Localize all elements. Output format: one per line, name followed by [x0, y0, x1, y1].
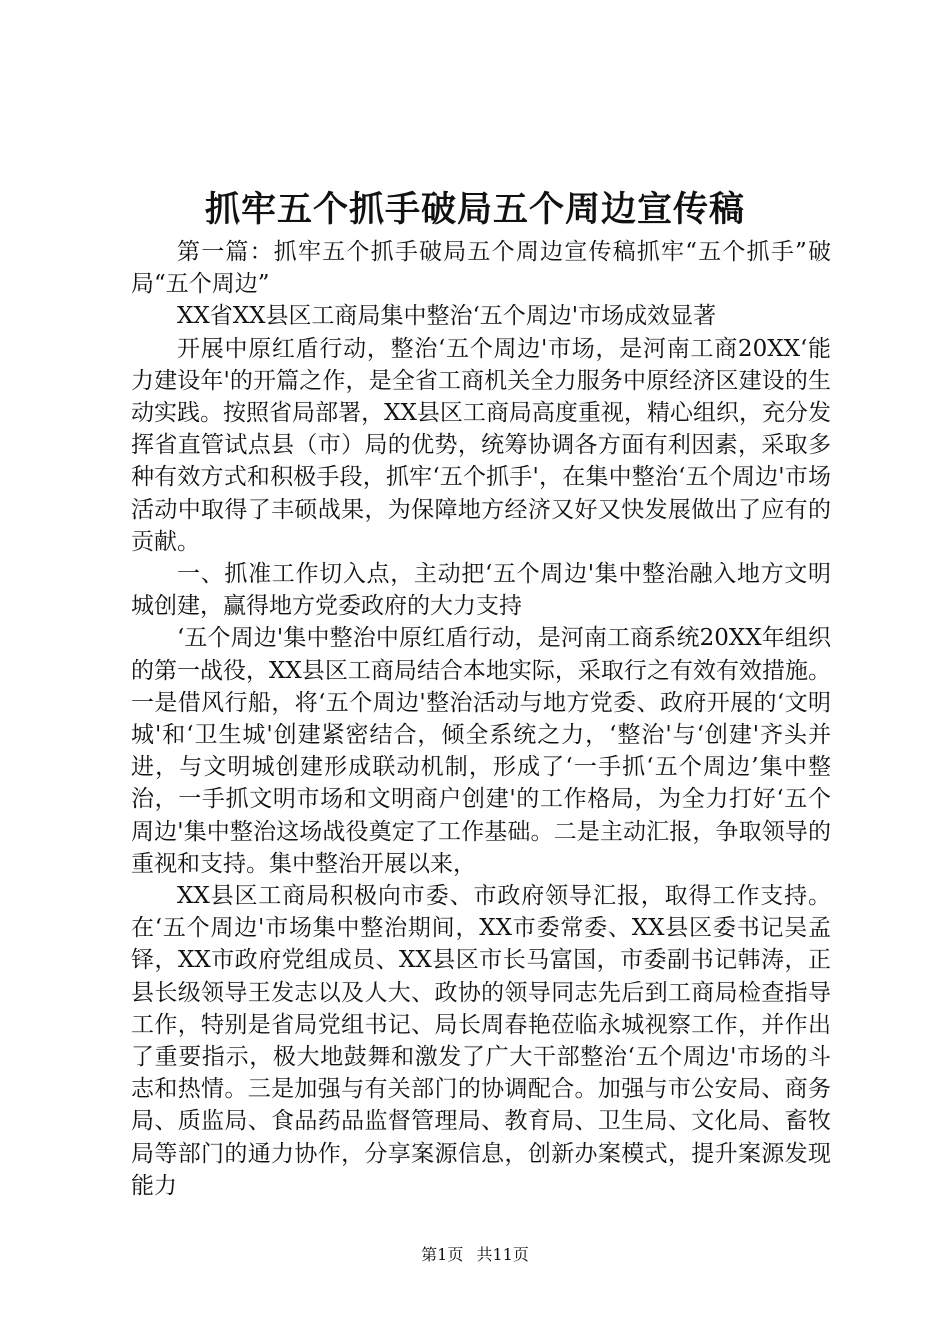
paragraph: XX县区工商局积极向市委、市政府领导汇报，取得工作支持。在‘五个周边'市场集中整治期间，XX市委常委、XX县区委书记吴孟铎，XX市政府党组成员、XX县区市长马富国，市委副书记韩涛，正县长级领导王发志以及人大、政协的领导同志先后到工商局检查指导工作，特别是省局党组书记、局长周春艳莅临永城视察工作，并作出了重要指示，极大地鼓舞和激发了广大干部整治‘五个周边'市场的斗志和热情。三是加强与有关部门的协调配合。加强与市公安局、商务局、质监局、食品药品监督管理局、教育局、卫生局、文化局、畜牧局等部门的通力协作，分享案源信息，创新办案模式，提升案源发现能力	[131, 883, 831, 1199]
page-total: 共11页	[476, 1245, 529, 1264]
paragraph: 一、抓准工作切入点，主动把‘五个周边'集中整治融入地方文明城创建，赢得地方党委政府的大力支持	[131, 561, 831, 620]
page-footer	[0, 1244, 950, 1266]
document-title: 抓牢五个抓手破局五个周边宣传稿	[204, 189, 745, 230]
paragraph: XX省XX县区工商局集中整治‘五个周边'市场成效显著	[177, 303, 717, 330]
page-number: 第1页	[421, 1245, 464, 1264]
paragraph: ‘五个周边'集中整治中原红盾行动，是河南工商系统20XX年组织的第一战役，XX县区工商局结合本地实际，采取行之有效有效措施。一是借风行船，将‘五个周边'整治活动与地方党委、政府开展的‘文明城'和‘卫生城'创建紧密结合，倾全系统之力，‘整治'与‘创建'齐头并进，与文明城创建形成联动机制，形成了‘一手抓‘五个周边’集中整治，一手抓文明市场和文明商户创建'的工作格局，为全力打好‘五个周边'集中整治这场战役奠定了工作基础。二是主动汇报，争取领导的重视和支持。集中整治开展以来，	[131, 625, 831, 877]
document-body	[131, 236, 831, 1202]
paragraph: 第一篇：抓牢五个抓手破局五个周边宣传稿抓牢“五个抓手”破局“五个周边”	[131, 239, 831, 298]
paragraph: 开展中原红盾行动，整治‘五个周边'市场，是河南工商20XX‘能力建设年'的开篇之作，是全省工商机关全力服务中原经济区建设的生动实践。按照省局部署，XX县区工商局高度重视，精心组织，充分发挥省直管试点县（市）局的优势，统筹协调各方面有利因素，采取多种有效方式和积极手段，抓牢‘五个抓手'，在集中整治‘五个周边'市场活动中取得了丰硕战果，为保障地方经济又好又快发展做出了应有的贡献。	[131, 335, 831, 555]
